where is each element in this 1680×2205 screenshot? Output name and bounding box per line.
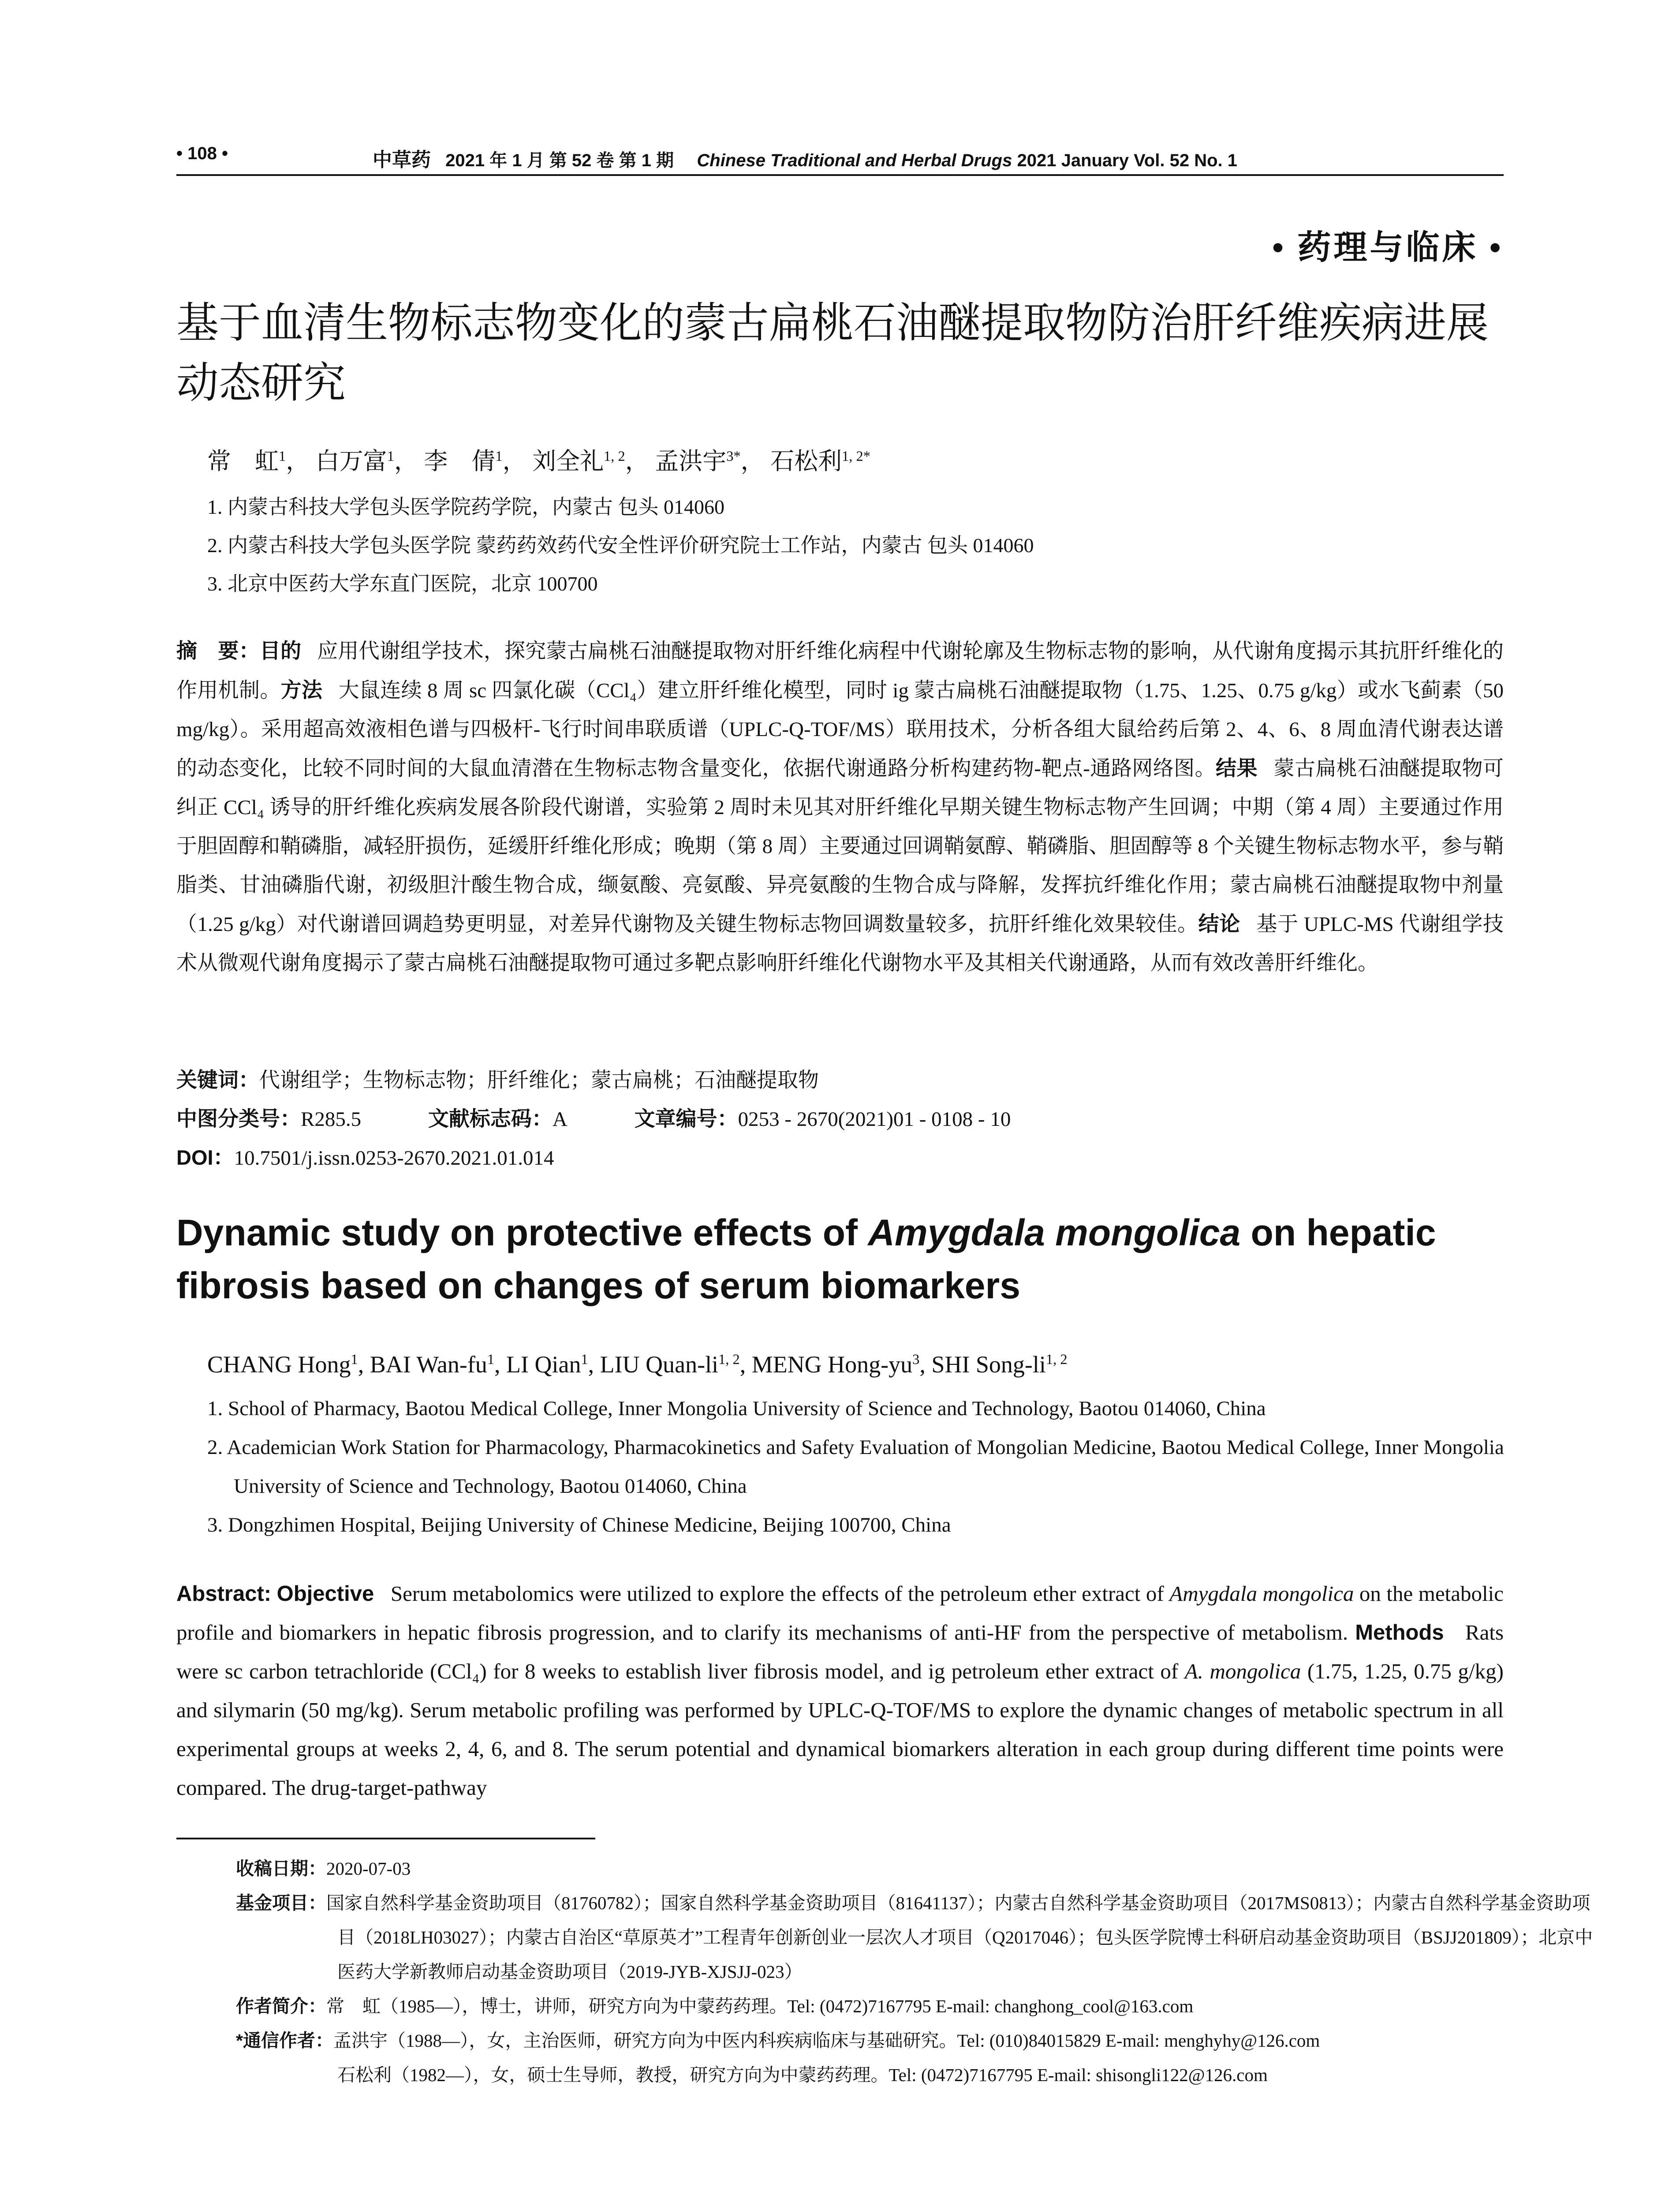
fund-text: 国家自然科学基金资助项目（81760782）；国家自然科学基金资助项目（81641137）；内蒙古自然科学基金资助项目（2017MS0813）；内蒙古自然科学基金资助项目（2018LH03027）；内蒙古自治区“草原英才”工程青年创新创业一层次人才项目（Q2017046）；包头医学院博士科研启动基金资助项目（BSJJ201809）；北京中医药大学新教师启动基金资助项目（2019-JYB-XJSJJ-023） — [326, 1893, 1593, 1982]
affiliation-cn: 2. 内蒙古科技大学包头医学院 蒙药药效药代安全性评价研究院士工作站，内蒙古 包头 014060 — [207, 534, 1034, 557]
doi-line — [176, 1141, 554, 1171]
author-cn: 刘全礼 — [532, 448, 604, 475]
conclusion-label: 结论 — [1198, 912, 1240, 935]
author-aff: 3* — [726, 448, 741, 464]
journal-line — [373, 144, 1237, 172]
received-label: 收稿日期： — [236, 1858, 326, 1879]
authors-cn: 常 虹$^1$， 白万富$^1$， 李 倩$^1$， 刘全礼$^{1, 2}$， 孟洪宇$^{3*}$， 石松利$^{1, 2*}$ — [207, 448, 870, 475]
corresponding-2: 石松利（1982—），女，硕士生导师，教授，研究方向为中蒙药药理。Tel: (0472)7167795 E-mail: shisongli122@126.com — [337, 2065, 1268, 2085]
corresponding-label: *通信作者： — [236, 2030, 333, 2051]
abstract-en-label: Abstract: — [176, 1582, 272, 1606]
author-en: BAI Wan-fu — [370, 1351, 487, 1378]
issue-en: 2021 January Vol. 52 No. 1 — [1017, 151, 1237, 170]
author-aff: 1 — [387, 448, 394, 464]
objective-label: 目的 — [259, 639, 302, 662]
author-en: LIU Quan-li — [600, 1351, 719, 1378]
author-bio-label: 作者简介： — [236, 1996, 326, 2016]
footnote-received — [236, 1851, 1504, 1886]
author-en: LI Qian — [506, 1351, 581, 1378]
title-en-part: on hepatic fibrosis based on changes of serum biomarkers — [176, 1212, 1436, 1306]
author-aff: 1 — [351, 1352, 358, 1368]
methods-en-label: Methods — [1355, 1621, 1444, 1644]
header-rule — [176, 174, 1504, 176]
title-cn: 基于血清生物标志物变化的蒙古扁桃石油醚提取物防治肝纤维疾病进展动态研究 — [176, 299, 1489, 407]
methods-text: 大鼠连续 8 周 sc 四氯化碳（CCl₄）建立肝纤维化模型，同时 ig 蒙古扁桃石油醚提取物（1.75、1.25、0.75 g/kg）或水飞蓟素（50 mg/kg）。采用超高效液相色谱与四极杆-飞行时间串联质谱（UPLC-Q-TOF/MS）联用技术，分析各组大鼠给药后第 2、4、6、8 周血清代谢表达谱的动态变化，比较不同时间的大鼠血清潜在生物标志物含量变化，依据代谢通路分析构建药物-靶点-通路网络图。 — [176, 679, 1504, 780]
author-cn: 白万富 — [315, 448, 387, 475]
results-text: 蒙古扁桃石油醚提取物可纠正 CCl₄ 诱导的肝纤维化疾病发展各阶段代谢谱，实验第 2 周时未见其对肝纤维化早期关键生物标志物产生回调；中期（第 4 周）主要通过作用于胆固醇和鞘磷脂，减轻肝损伤，延缓肝纤维化形成；晚期（第 8 周）主要通过回调鞘氨醇、鞘磷脂、胆固醇等 8 个关键生物标志物水平，参与鞘脂类、甘油磷脂代谢，初级胆汁酸生物合成，缬氨酸、亮氨酸、异亮氨酸的生物合成与降解，发挥抗纤维化作用；蒙古扁桃石油醚提取物中剂量（1.25 g/kg）对代谢谱回调趋势更明显，对差异代谢物及关键生物标志物回调数量较多，抗肝纤维化效果较佳。 — [176, 757, 1504, 936]
article-no-value: 0253 - 2670(2021)01 - 0108 - 10 — [738, 1108, 1011, 1131]
author-aff: 1, 2 — [1045, 1352, 1068, 1368]
abstract-label: 摘 要： — [176, 639, 260, 662]
issue-cn: 2021 年 1 月 第 52 卷 第 1 期 — [445, 151, 674, 170]
objective-en-label: Objective — [276, 1582, 374, 1606]
keywords-value: 代谢组学；生物标志物；肝纤维化；蒙古扁桃；石油醚提取物 — [259, 1069, 819, 1092]
species-name: Amygdala mongolica — [1169, 1581, 1354, 1606]
keywords-label: 关键词： — [176, 1068, 259, 1091]
author-cn: 常 虹 — [207, 448, 279, 475]
fund-label: 基金项目： — [236, 1893, 326, 1913]
footnote-corresponding — [236, 2023, 1605, 2092]
doc-code-label: 文献标志码： — [428, 1107, 553, 1130]
affiliation-en: 3. Dongzhimen Hospital, Beijing University of Chinese Medicine, Beijing 100700, China — [207, 1514, 951, 1536]
author-cn: 石松利 — [770, 448, 842, 475]
received-date: 2020-07-03 — [326, 1858, 411, 1879]
objective-en-text: on the metabolic profile and biomarkers in hepatic fibrosis progression, and to clarify its mechanisms of anti-HF from the perspective of metabolism. — [176, 1581, 1504, 1644]
footnote-rule — [176, 1838, 595, 1839]
affiliation-en: 2. Academician Work Station for Pharmacology, Pharmacokinetics and Safety Evaluation of Mongolian Medicine, Baotou Medical College, Inner Mongolia University of Science and Technology, Baotou 014060, China — [207, 1436, 1504, 1498]
running-header — [176, 140, 1504, 171]
affiliation-en: 1. School of Pharmacy, Baotou Medical College, Inner Mongolia University of Science and Technology, Baotou 014060, China — [207, 1397, 1266, 1420]
journal-name-cn: 中草药 — [373, 149, 431, 171]
author-en: CHANG Hong — [207, 1351, 351, 1378]
classification-line — [176, 1102, 1504, 1132]
results-label: 结果 — [1216, 756, 1258, 780]
footnote-fund — [236, 1886, 1605, 1989]
author-aff: 1 — [495, 448, 503, 464]
author-en: MENG Hong-yu — [751, 1351, 913, 1378]
objective-en-text: Serum metabolomics were utilized to explore the effects of the petroleum ether extract of — [390, 1581, 1170, 1606]
affiliation-cn: 1. 内蒙古科技大学包头医学院药学院，内蒙古 包头 014060 — [207, 496, 724, 518]
doc-code-value: A — [552, 1108, 567, 1131]
corresponding-1: 孟洪宇（1988—），女，主治医师，研究方向为中医内科疾病临床与基础研究。Tel: (010)84015829 E-mail: menghyhy@126.com — [333, 2030, 1320, 2051]
conclusion-text: 基于 UPLC-MS 代谢组学技术从微观代谢角度揭示了蒙古扁桃石油醚提取物可通过多靶点影响肝纤维化代谢物水平及其相关代谢通路，从而有效改善肝纤维化。 — [176, 913, 1504, 975]
methods-label: 方法 — [280, 678, 323, 702]
title-en — [176, 1206, 1504, 1312]
keywords-cn — [176, 1064, 819, 1093]
author-aff: 1, 2* — [842, 448, 870, 464]
author-aff: 1 — [279, 448, 286, 464]
abstract-cn — [176, 632, 1504, 983]
species-name: A. mongolica — [1184, 1659, 1301, 1683]
authors-en: CHANG Hong$^1$, BAI Wan-$fu^1$, LI Qian$^1$, LIU Quan-li$^{1, 2}$, MENG Hong-$yu^3$, SHI Song-li$^{1, 2}$ — [207, 1351, 1068, 1378]
title-en-species: Amygdala mongolica — [868, 1212, 1241, 1253]
section-heading: • 药理与临床 • — [1272, 229, 1504, 266]
clc-value: R285.5 — [301, 1108, 362, 1131]
doi-label: DOI： — [176, 1146, 234, 1169]
author-cn: 李 倩 — [424, 448, 496, 475]
author-aff: 1, 2 — [604, 448, 625, 464]
author-en: SHI Song-li — [931, 1351, 1046, 1378]
affiliation-cn: 3. 北京中医药大学东直门医院，北京 100700 — [207, 572, 598, 595]
author-aff: 1 — [487, 1352, 495, 1368]
author-bio-text: 常 虹（1985—），博士，讲师，研究方向为中蒙药药理。Tel: (0472)7167795 E-mail: changhong_cool@163.com — [326, 1996, 1194, 2016]
abstract-en — [176, 1574, 1504, 1807]
clc-label: 中图分类号： — [176, 1107, 301, 1130]
page-number: • 108 • — [176, 144, 228, 163]
author-aff: 3 — [912, 1352, 920, 1368]
footnote-author — [236, 1989, 1504, 2023]
title-en-part: Dynamic study on protective effects of — [176, 1212, 868, 1253]
article-no-label: 文章编号： — [634, 1107, 738, 1130]
author-cn: 孟洪宇 — [655, 448, 727, 475]
methods-en-text: (1.75, 1.25, 0.75 g/kg) and silymarin (50 mg/kg). Serum metabolic profiling was performed by UPLC-Q-TOF/MS to explore the dynamic changes of metabolic spectrum in all experimental groups at weeks 2, 4, 6, and 8. The serum potential and dynamical biomarkers alteration in each group during different time points were compared. The drug-target-pathway — [176, 1659, 1504, 1800]
author-aff: 1, 2 — [718, 1352, 740, 1368]
author-aff: 1 — [581, 1352, 588, 1368]
journal-name-en: Chinese Traditional and Herbal Drugs — [697, 151, 1012, 170]
doi-value: 10.7501/j.issn.0253-2670.2021.01.014 — [234, 1147, 554, 1170]
methods-en-text: Rats were sc carbon tetrachloride (CCl₄) for 8 weeks to establish liver fibrosis model, and ig petroleum ether extract of — [176, 1620, 1504, 1683]
objective-text: 应用代谢组学技术，探究蒙古扁桃石油醚提取物对肝纤维化病程中代谢轮廓及生物标志物的影响，从代谢角度揭示其抗肝纤维化的作用机制。 — [176, 640, 1504, 702]
